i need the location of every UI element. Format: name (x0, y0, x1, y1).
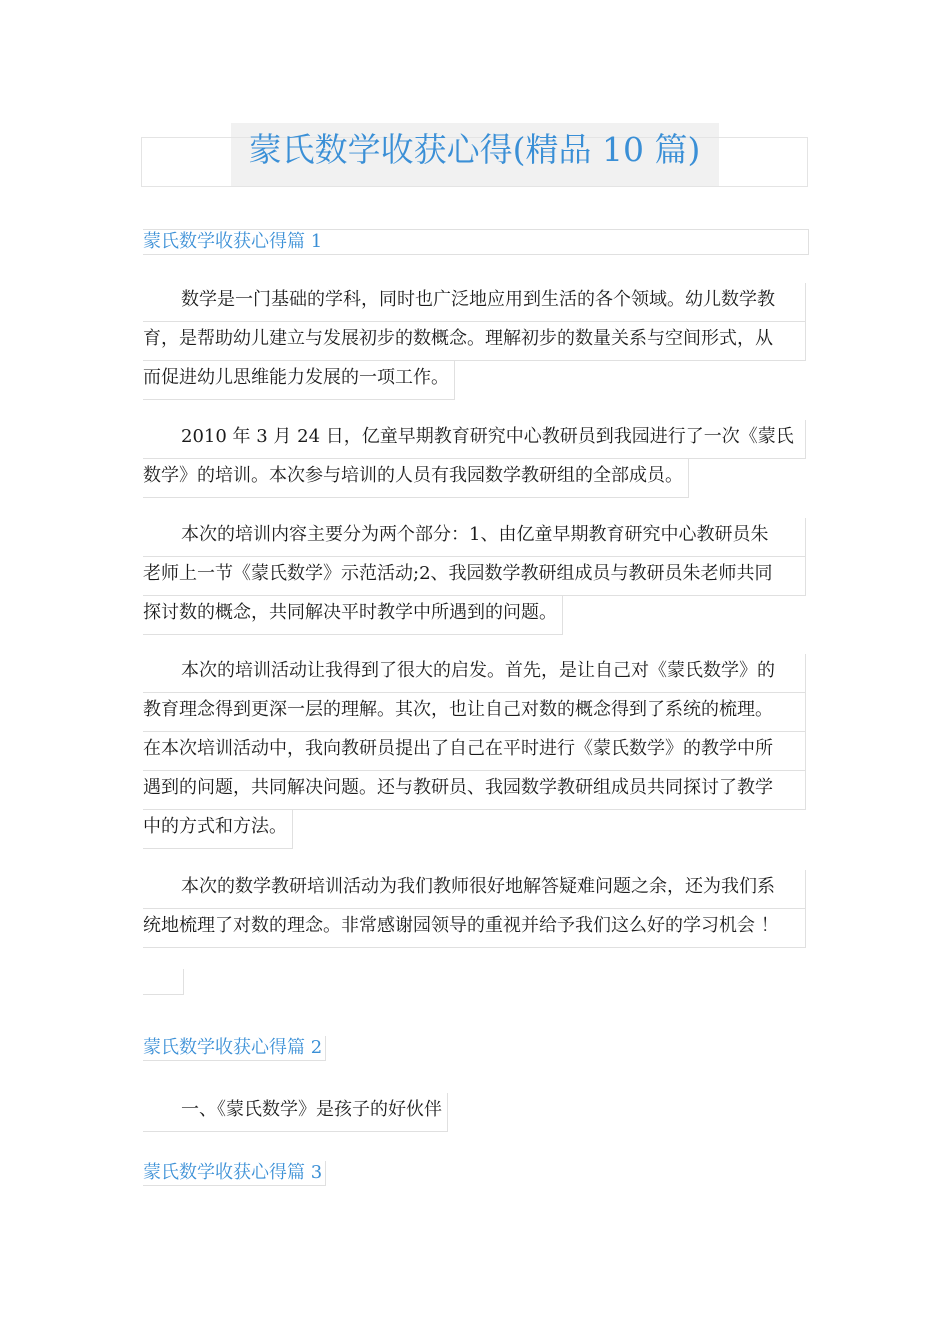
text-line: 数学》的培训。本次参与培训的人员有我园数学教研组的全部成员。 (143, 459, 689, 498)
text-line: 统地梳理了对数的理念。非常感谢园领导的重视并给予我们这么好的学习机会 ！ (143, 909, 806, 948)
text-line: 中的方式和方法。 (143, 810, 293, 849)
paragraph-5 (143, 870, 806, 948)
paragraph-1 (143, 283, 806, 400)
text-line: 本次的数学教研培训活动为我们教师很好地解答疑难问题之余，还为我们系 (143, 870, 806, 909)
text-line: 数学是一门基础的学科，同时也广泛地应用到生活的各个领域。幼儿数学教 (143, 283, 806, 322)
section-1-heading: 蒙氏数学收获心得篇 1 (143, 229, 809, 255)
section-2-heading: 蒙氏数学收获心得篇 2 (143, 1036, 326, 1061)
text-line: 教育理念得到更深一层的理解。其次，也让自己对数的概念得到了系统的梳理。 (143, 693, 806, 732)
text-line: 本次的培训内容主要分为两个部分：1、由亿童早期教育研究中心教研员朱 (143, 518, 806, 557)
text-line: 育，是帮助幼儿建立与发展初步的数概念。理解初步的数量关系与空间形式，从 (143, 322, 806, 361)
paragraph-6 (143, 1093, 806, 1132)
paragraph-2 (143, 420, 806, 498)
text-line: 探讨数的概念，共同解决平时教学中所遇到的问题。 (143, 596, 563, 635)
section-3-heading: 蒙氏数学收获心得篇 3 (143, 1161, 326, 1186)
text-line: 2010 年 3 月 24 日，亿童早期教育研究中心教研员到我园进行了一次《蒙氏 (143, 420, 806, 459)
text-line: 在本次培训活动中，我向教研员提出了自己在平时进行《蒙氏数学》的教学中所 (143, 732, 806, 771)
text-line: 一、《蒙氏数学》是孩子的好伙伴 (143, 1093, 448, 1132)
document-title: 蒙氏数学收获心得(精品 10 篇) (248, 130, 701, 169)
empty-paragraph (143, 969, 184, 995)
paragraph-4 (143, 654, 806, 849)
text-line: 本次的培训活动让我得到了很大的启发。首先，是让自己对《蒙氏数学》的 (143, 654, 806, 693)
text-line: 遇到的问题，共同解决问题。还与教研员、我园数学教研组成员共同探讨了教学 (143, 771, 806, 810)
text-line: 而促进幼儿思维能力发展的一项工作。 (143, 361, 455, 400)
paragraph-3 (143, 518, 806, 635)
text-line: 老师上一节《蒙氏数学》示范活动;2、我园数学教研组成员与教研员朱老师共同 (143, 557, 806, 596)
